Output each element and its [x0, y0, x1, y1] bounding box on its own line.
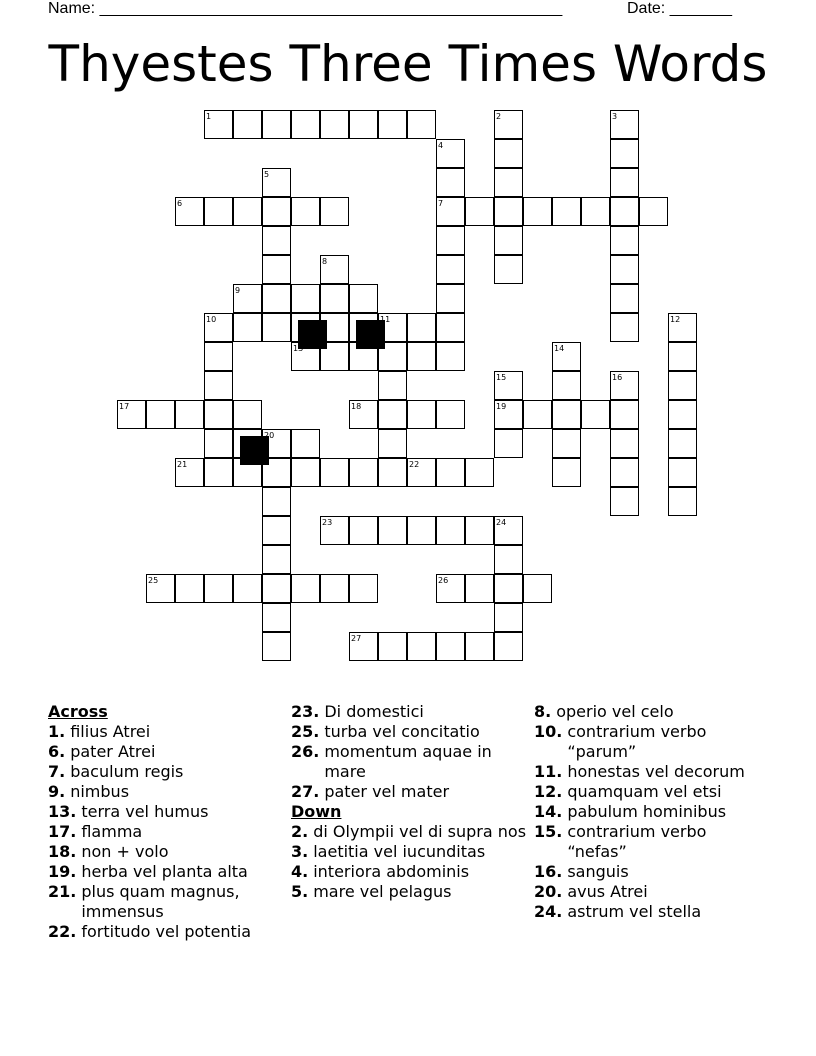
clue-text: operio vel celo [556, 702, 674, 721]
grid-cell[interactable] [262, 574, 291, 603]
clue-text: herba vel planta alta [81, 862, 248, 881]
grid-cell[interactable] [523, 197, 552, 226]
grid-cell[interactable] [291, 458, 320, 487]
clue-item [291, 862, 527, 882]
clue-number: 1 [206, 112, 212, 121]
grid-cell[interactable] [552, 429, 581, 458]
grid-cell[interactable] [407, 400, 436, 429]
clue-number-label: 1. [48, 722, 66, 741]
clue-number: 25 [148, 576, 159, 585]
grid-cell[interactable] [204, 371, 233, 400]
grid-cell[interactable] [668, 400, 697, 429]
clue-text: avus Atrei [567, 882, 648, 901]
clue-text: contrarium verbo “nefas” [567, 822, 707, 861]
clue-number-label: 23. [291, 702, 320, 721]
grid-cell[interactable] [610, 139, 639, 168]
grid-cell[interactable] [233, 574, 262, 603]
grid-cell[interactable] [378, 110, 407, 139]
grid-cell[interactable] [349, 284, 378, 313]
clue-item [48, 802, 284, 822]
grid-cell[interactable] [291, 284, 320, 313]
grid-cell[interactable] [436, 313, 465, 342]
clue-item [48, 822, 284, 842]
clue-item [534, 802, 770, 822]
clue-number-label: 15. [534, 822, 563, 841]
clue-text: mare vel pelagus [313, 882, 452, 901]
clue-number-label: 14. [534, 802, 563, 821]
grid-cell[interactable] [610, 313, 639, 342]
grid-cell[interactable] [494, 632, 523, 661]
grid-cell[interactable] [494, 168, 523, 197]
clue-item [534, 902, 770, 922]
clue-number-label: 10. [534, 722, 563, 741]
grid-cell[interactable] [465, 574, 494, 603]
grid-cell[interactable] [610, 487, 639, 516]
grid-cell[interactable] [175, 400, 204, 429]
clue-number: 7 [438, 199, 444, 208]
clue-item [291, 722, 527, 742]
clue-text: di Olympii vel di supra nos [313, 822, 527, 841]
clue-number: 27 [351, 634, 362, 643]
clue-item [48, 722, 284, 742]
clue-number-label: 27. [291, 782, 320, 801]
clue-number-label: 6. [48, 742, 66, 761]
clue-number: 15 [496, 373, 507, 382]
grid-cell[interactable] [436, 226, 465, 255]
grid-cell[interactable] [610, 255, 639, 284]
grid-cell[interactable] [378, 458, 407, 487]
grid-cell[interactable] [436, 632, 465, 661]
across-heading: Across [48, 702, 108, 721]
clue-text: laetitia vel iucunditas [313, 842, 486, 861]
clue-number: 26 [438, 576, 449, 585]
clue-item [291, 742, 527, 782]
grid-cell[interactable] [262, 487, 291, 516]
grid-cell[interactable] [378, 400, 407, 429]
grid-cell[interactable] [204, 429, 233, 458]
clue-number: 10 [206, 315, 217, 324]
clue-number: 17 [119, 402, 130, 411]
grid-cell[interactable] [668, 429, 697, 458]
clue-number-label: 2. [291, 822, 309, 841]
clue-item [48, 842, 284, 862]
grid-cell[interactable] [407, 632, 436, 661]
clue-number-label: 11. [534, 762, 563, 781]
grid-cell[interactable] [262, 255, 291, 284]
grid-cell[interactable] [436, 458, 465, 487]
black-cell [240, 436, 269, 465]
clue-item [534, 762, 770, 782]
grid-cell[interactable] [436, 516, 465, 545]
grid-cell[interactable] [204, 458, 233, 487]
clue-number: 18 [351, 402, 362, 411]
grid-cell[interactable] [320, 197, 349, 226]
grid-cell[interactable] [262, 313, 291, 342]
grid-cell[interactable] [610, 429, 639, 458]
clue-item [291, 782, 527, 802]
clue-text: filius Atrei [70, 722, 151, 741]
clue-text: quamquam vel etsi [567, 782, 722, 801]
clue-item [48, 862, 284, 882]
clue-number-label: 9. [48, 782, 66, 801]
grid-cell[interactable] [204, 400, 233, 429]
clue-number: 11 [380, 315, 391, 324]
grid-cell[interactable] [552, 458, 581, 487]
grid-cell[interactable] [494, 226, 523, 255]
grid-cell[interactable] [262, 197, 291, 226]
clue-number-label: 12. [534, 782, 563, 801]
clue-number-label: 3. [291, 842, 309, 861]
clue-item [534, 882, 770, 902]
down-heading: Down [291, 802, 342, 821]
clue-number: 9 [235, 286, 241, 295]
grid-cell[interactable] [494, 429, 523, 458]
clue-number: 22 [409, 460, 420, 469]
grid-cell[interactable] [523, 574, 552, 603]
grid-cell[interactable] [494, 603, 523, 632]
clue-number-label: 19. [48, 862, 77, 881]
grid-cell[interactable] [465, 632, 494, 661]
page-title: Thyestes Three Times Words [48, 35, 768, 93]
clue-text: pater vel mater [324, 782, 450, 801]
clue-text: sanguis [567, 862, 629, 881]
clue-text: plus quam magnus, immensus [81, 882, 240, 921]
clue-number-label: 18. [48, 842, 77, 861]
grid-cell[interactable] [407, 110, 436, 139]
clue-number-label: 4. [291, 862, 309, 881]
grid-cell[interactable] [233, 197, 262, 226]
grid-cell[interactable] [262, 632, 291, 661]
clue-text: Di domestici [324, 702, 424, 721]
grid-cell[interactable] [494, 197, 523, 226]
clue-item [291, 702, 527, 722]
grid-cell[interactable] [465, 197, 494, 226]
grid-cell[interactable] [378, 632, 407, 661]
grid-cell[interactable] [233, 400, 262, 429]
clue-number: 13 [293, 344, 304, 353]
grid-cell[interactable] [465, 458, 494, 487]
grid-cell[interactable] [610, 284, 639, 313]
grid-cell[interactable] [407, 516, 436, 545]
clue-text: pater Atrei [70, 742, 156, 761]
grid-cell[interactable] [204, 574, 233, 603]
grid-cell[interactable] [204, 197, 233, 226]
clue-text: non + volo [81, 842, 169, 861]
grid-cell[interactable] [436, 255, 465, 284]
clue-number: 19 [496, 402, 507, 411]
clue-number: 21 [177, 460, 188, 469]
grid-cell[interactable] [378, 371, 407, 400]
grid-cell[interactable] [436, 342, 465, 371]
clue-text: pabulum hominibus [567, 802, 727, 821]
clues-column-2 [291, 702, 527, 902]
grid-cell[interactable] [494, 139, 523, 168]
clue-number: 14 [554, 344, 565, 353]
clue-number-label: 7. [48, 762, 66, 781]
clue-item [291, 822, 527, 842]
clue-text: flamma [81, 822, 143, 841]
clue-number: 8 [322, 257, 328, 266]
grid-cell[interactable] [581, 400, 610, 429]
clue-text: momentum aquae in mare [324, 742, 492, 781]
grid-cell[interactable] [552, 197, 581, 226]
clue-item [534, 702, 770, 722]
grid-cell[interactable] [378, 429, 407, 458]
clue-text: nimbus [70, 782, 130, 801]
grid-cell[interactable] [465, 516, 494, 545]
clue-text: contrarium verbo “parum” [567, 722, 707, 761]
grid-cell[interactable] [262, 110, 291, 139]
grid-cell[interactable] [610, 458, 639, 487]
grid-cell[interactable] [668, 371, 697, 400]
clue-item [48, 742, 284, 762]
black-cell [356, 320, 385, 349]
clue-item [48, 922, 284, 942]
clue-item [291, 882, 527, 902]
grid-cell[interactable] [407, 342, 436, 371]
clue-number-label: 26. [291, 742, 320, 761]
grid-cell[interactable] [349, 516, 378, 545]
grid-cell[interactable] [320, 574, 349, 603]
clue-number: 2 [496, 112, 502, 121]
grid-cell[interactable] [436, 284, 465, 313]
grid-cell[interactable] [668, 458, 697, 487]
grid-cell[interactable] [610, 400, 639, 429]
clue-item [291, 842, 527, 862]
date-field[interactable]: Date: _______ [627, 0, 732, 17]
grid-cell[interactable] [378, 516, 407, 545]
grid-cell[interactable] [494, 574, 523, 603]
clue-number: 3 [612, 112, 618, 121]
clue-number: 16 [612, 373, 623, 382]
grid-cell[interactable] [668, 487, 697, 516]
grid-cell[interactable] [233, 110, 262, 139]
clues-column-3 [534, 702, 770, 922]
grid-cell[interactable] [552, 400, 581, 429]
grid-cell[interactable] [262, 226, 291, 255]
clue-number-label: 20. [534, 882, 563, 901]
grid-cell[interactable] [349, 574, 378, 603]
grid-cell[interactable] [291, 110, 320, 139]
grid-cell[interactable] [436, 400, 465, 429]
grid-cell[interactable] [204, 342, 233, 371]
clue-number-label: 21. [48, 882, 77, 901]
clue-number-label: 24. [534, 902, 563, 921]
grid-cell[interactable] [262, 284, 291, 313]
clue-number: 5 [264, 170, 270, 179]
clue-number: 12 [670, 315, 681, 324]
clue-item [534, 782, 770, 802]
grid-cell[interactable] [233, 313, 262, 342]
grid-cell[interactable] [175, 574, 204, 603]
grid-cell[interactable] [262, 545, 291, 574]
clues-column-1 [48, 702, 284, 942]
clue-text: interiora abdominis [313, 862, 470, 881]
grid-cell[interactable] [291, 197, 320, 226]
clue-text: fortitudo vel potentia [81, 922, 252, 941]
clue-number: 23 [322, 518, 333, 527]
grid-cell[interactable] [320, 110, 349, 139]
clue-item [48, 762, 284, 782]
grid-cell[interactable] [494, 545, 523, 574]
grid-cell[interactable] [436, 168, 465, 197]
grid-cell[interactable] [291, 429, 320, 458]
clue-number-label: 25. [291, 722, 320, 741]
clue-text: baculum regis [70, 762, 184, 781]
clue-number: 6 [177, 199, 183, 208]
clue-text: astrum vel stella [567, 902, 702, 921]
clue-number: 20 [264, 431, 275, 440]
clue-text: honestas vel decorum [567, 762, 745, 781]
clue-item [534, 862, 770, 882]
clue-number-label: 17. [48, 822, 77, 841]
grid-cell[interactable] [407, 313, 436, 342]
clue-number-label: 13. [48, 802, 77, 821]
name-field[interactable]: Name: ____________________________________________________ [48, 0, 563, 17]
clue-item [534, 822, 770, 862]
clue-item [48, 782, 284, 802]
clue-number-label: 22. [48, 922, 77, 941]
grid-cell[interactable] [523, 400, 552, 429]
clue-number: 4 [438, 141, 444, 150]
grid-cell[interactable] [262, 603, 291, 632]
clue-number-label: 8. [534, 702, 552, 721]
grid-cell[interactable] [668, 342, 697, 371]
clue-text: turba vel concitatio [324, 722, 480, 741]
grid-cell[interactable] [349, 110, 378, 139]
grid-cell[interactable] [610, 226, 639, 255]
grid-cell[interactable] [639, 197, 668, 226]
clue-item [48, 882, 284, 922]
clue-number: 24 [496, 518, 507, 527]
grid-cell[interactable] [320, 284, 349, 313]
clue-item [534, 722, 770, 762]
grid-cell[interactable] [494, 255, 523, 284]
clue-text: terra vel humus [81, 802, 209, 821]
grid-cell[interactable] [581, 197, 610, 226]
grid-cell[interactable] [262, 516, 291, 545]
grid-cell[interactable] [349, 458, 378, 487]
grid-cell[interactable] [291, 574, 320, 603]
grid-cell[interactable] [146, 400, 175, 429]
grid-cell[interactable] [320, 458, 349, 487]
grid-cell[interactable] [610, 197, 639, 226]
clue-number-label: 16. [534, 862, 563, 881]
clue-number-label: 5. [291, 882, 309, 901]
grid-cell[interactable] [552, 371, 581, 400]
grid-cell[interactable] [610, 168, 639, 197]
